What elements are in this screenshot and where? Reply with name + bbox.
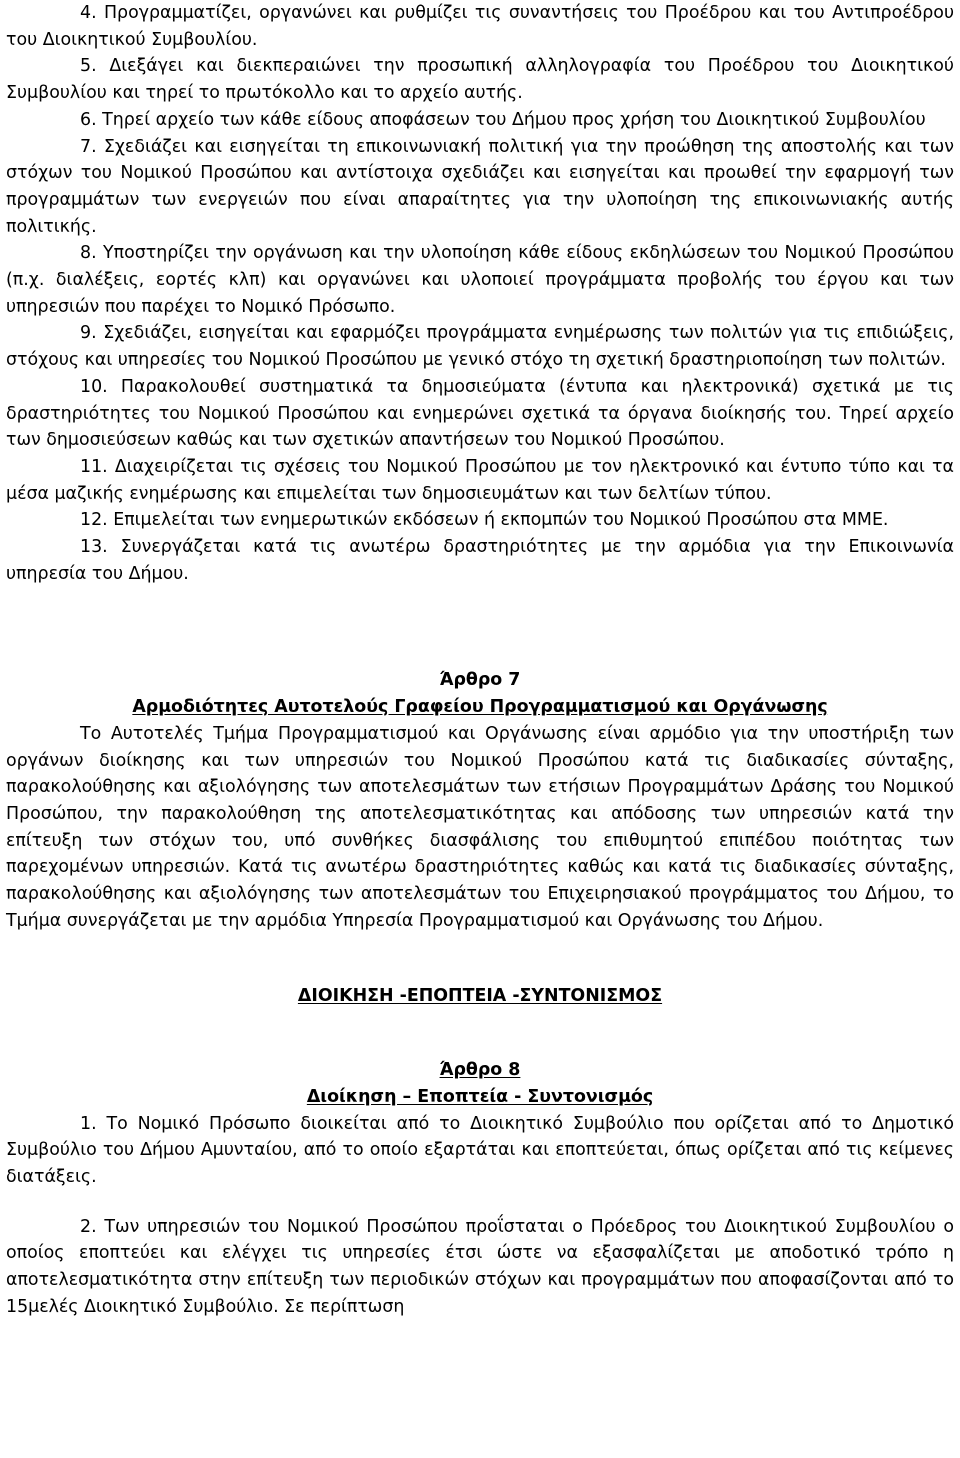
item-number: 2. [80, 1216, 97, 1237]
item-text: Διεξάγει και διεκπεραιώνει την προσωπική αλληλογραφία του Προέδρου του Διοικητικού Συμβουλίου και τηρεί το πρωτόκολλο και το αρχείο αυτής. [6, 56, 954, 104]
item-text: Υποστηρίζει την οργάνωση και την υλοποίηση κάθε είδους εκδηλώσεων του Νομικού Προσώπου (π.χ. διαλέξεις, εορτές κλπ) και οργανώνει και υλοποιεί προγράμματα προβολής του έργου και των υπηρεσιών που παρέχει το Νομικό Πρόσωπο. [6, 243, 954, 317]
list-item [6, 0, 954, 53]
item-number: 6. [80, 109, 97, 130]
list-item [6, 1111, 954, 1191]
item-text: Τηρεί αρχείο των κάθε είδους αποφάσεων του Δήμου προς χρήση του Διοικητικού Συμβουλίου [102, 109, 926, 130]
item-text: Σχεδιάζει και εισηγείται τη επικοινωνιακή πολιτική για την προώθηση της αποστολής και των στόχων του Νομικού Προσώπου και αντίστοιχα σχεδιάζει και εισηγείται και προωθεί την εφαρμογή των προγραμμάτων των ενεργειών που είναι απαραίτητες για την υλοποίηση της επικοινωνιακής αυτής πολιτικής. [6, 136, 954, 237]
article-title: Αρμοδιότητες Αυτοτελούς Γραφείου Προγραμματισμού και Οργάνωσης [132, 697, 828, 718]
item-text: Των υπηρεσιών του Νομικού Προσώπου προΐσταται ο Πρόεδρος του Διοικητικού Συμβουλίου ο οποίος εποπτεύει και ελέγχει τις υπηρεσίες έτσι ώστε να εξασφαλίζεται με αποδοτικό τρόπο η αποτελεσματικότητα στην επίτευξη των περιοδικών στόχων και προγραμμάτων που αποφασίζονται από το 15μελές Διοικητικό Συμβούλιο. Σε περίπτωση [6, 1216, 954, 1317]
spacer [6, 935, 954, 983]
list-item [6, 534, 954, 587]
article-heading: Άρθρο 7 [439, 670, 521, 691]
item-number: 1. [80, 1113, 97, 1134]
item-number: 10. [80, 376, 108, 397]
list-item [6, 454, 954, 507]
item-text: Σχεδιάζει, εισηγείται και εφαρμόζει προγράμματα ενημέρωσης των πολιτών για τις επιδιώξεις, στόχους και υπηρεσίες του Νομικού Προσώπου με γενικό στόχο τη σχετική δραστηριοποίηση των πολιτών. [6, 323, 954, 371]
list-item [6, 507, 954, 534]
item-number: 11. [80, 456, 108, 477]
spacer [6, 587, 954, 667]
list-item [6, 1214, 954, 1321]
item-number: 9. [80, 323, 97, 344]
list-item [6, 134, 954, 241]
item-text: Επιμελείται των ενημερωτικών εκδόσεων ή εκπομπών του Νομικού Προσώπου στα ΜΜΕ. [113, 510, 889, 531]
item-text: Διαχειρίζεται τις σχέσεις του Νομικού Προσώπου με τον ηλεκτρονικό και έντυπο τύπο και τα μέσα μαζικής ενημέρωσης και επιμελείται των δημοσιευμάτων και των δελτίων τύπου. [6, 456, 954, 504]
item-number: 4. [80, 3, 97, 23]
item-text: Προγραμματίζει, οργανώνει και ρυθμίζει τις συναντήσεις του Προέδρου και του Αντιπροέδρου του Διοικητικού Συμβουλίου. [6, 3, 955, 50]
list-item [6, 107, 954, 134]
item-number: 7. [80, 136, 97, 157]
article-heading: Άρθρο 8 [439, 1060, 521, 1081]
item-number: 12. [80, 510, 108, 531]
item-number: 8. [80, 243, 97, 264]
article-title: Διοίκηση – Εποπτεία - Συντονισμός [306, 1086, 654, 1107]
article-7 [6, 667, 954, 934]
list-item [6, 374, 954, 454]
list-item [6, 320, 954, 373]
list-item [6, 53, 954, 106]
spacer [6, 1191, 954, 1214]
spacer [6, 1009, 954, 1057]
item-text: Το Νομικό Πρόσωπο διοικείται από το Διοικητικό Συμβούλιο που ορίζεται από το Δημοτικό Συμβούλιο του Δήμου Αμυνταίου, από το οποίο εξαρτάται και εποπτεύεται, όπως ορίζεται από τις κείμενες διατάξεις. [6, 1113, 955, 1188]
list-item [6, 240, 954, 320]
document-page [6, 0, 954, 1321]
item-text: Συνεργάζεται κατά τις ανωτέρω δραστηριότητες με την αρμόδια για την Επικοινωνία υπηρεσία του Δήμου. [6, 537, 954, 584]
item-number: 13. [80, 537, 108, 558]
item-text: Παρακολουθεί συστηματικά τα δημοσιεύματα (έντυπα και ηλεκτρονικά) σχετικά με τις δραστηριότητες του Νομικού Προσώπου και ενημερώνει σχετικά τα όργανα διοίκησής του. Τηρεί αρχείο των δημοσιεύσεων καθώς και των σχετικών απαντήσεων του Νομικού Προσώπου. [6, 376, 954, 451]
article-8 [6, 1057, 954, 1320]
top-list [6, 0, 954, 587]
section-heading: ΔΙΟΙΚΗΣΗ -ΕΠΟΠΤΕΙΑ -ΣΥΝΤΟΝΙΣΜΟΣ [297, 985, 663, 1006]
article-body: Το Αυτοτελές Τμήμα Προγραμματισμού και Οργάνωσης είναι αρμόδιο για την υποστήριξη των οργάνων διοίκησης και των υπηρεσιών του Νομικού Προσώπου κατά τις διαδικασίες σύνταξης, παρακολούθησης και αξιολόγησης των αποτελεσμάτων των ετήσιων Προγραμμάτων Δράσης του Νομικού Προσώπου, την παρακολούθηση της αποτελεσματικότητας και απόδοσης των υπηρεσιών κατά την επίτευξη των στόχων του, υπό συνθήκες διασφάλισης του επιθυμητού επιπέδου ποιότητας των παρεχομένων υπηρεσιών. Κατά τις ανωτέρω δραστηριότητες καθώς και κατά τις διαδικασίες σύνταξης, παρακολούθησης και αξιολόγησης των αποτελεσμάτων του Επιχειρησιακού προγράμματος του Δήμου, το Τμήμα συνεργάζεται με την αρμόδια Υπηρεσία Προγραμματισμού και Οργάνωσης του Δήμου. [6, 723, 954, 931]
item-number: 5. [80, 56, 97, 77]
